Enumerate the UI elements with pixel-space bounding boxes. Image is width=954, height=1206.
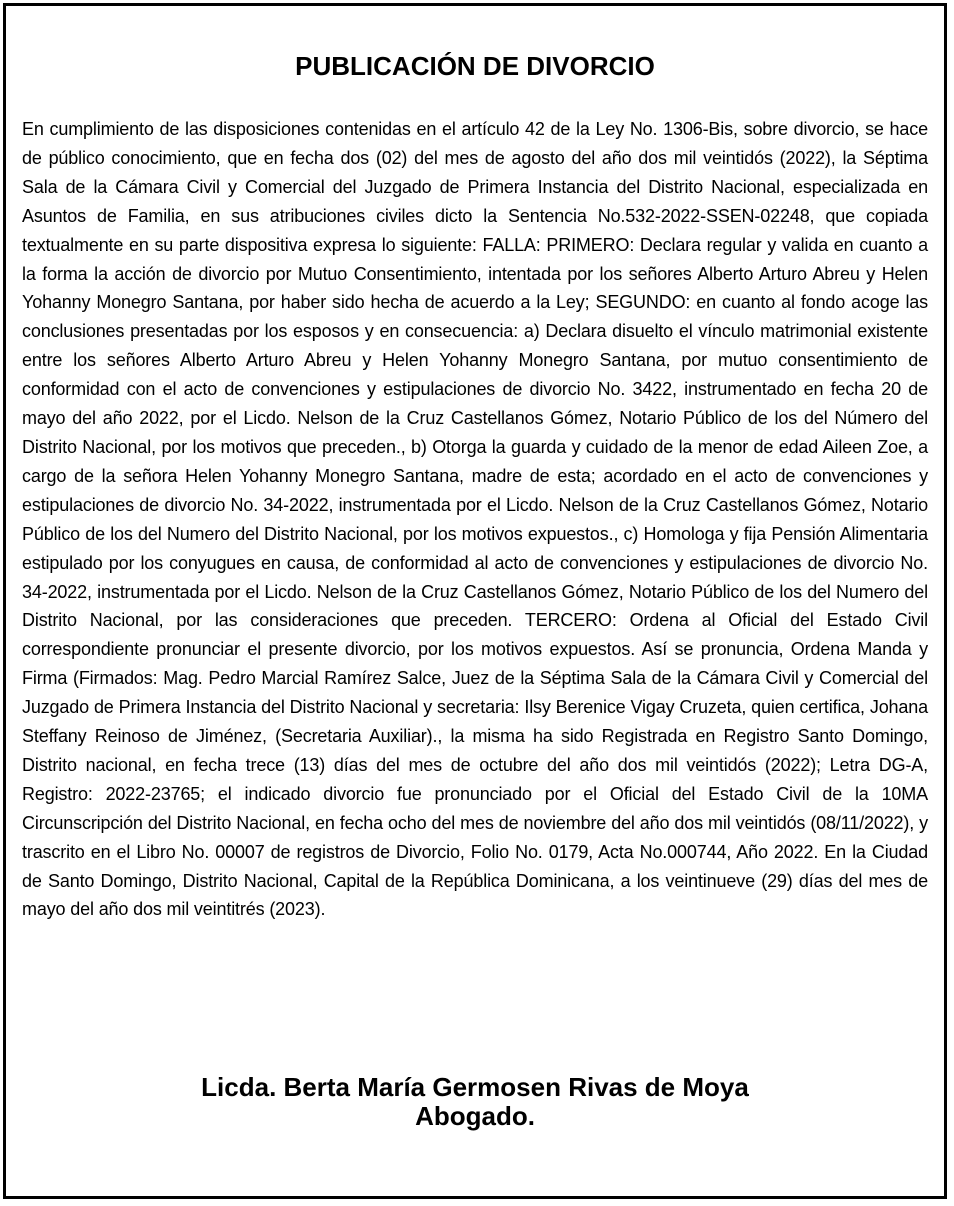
signer-name: Licda. Berta María Germosen Rivas de Moya xyxy=(201,1072,749,1102)
notice-body: En cumplimiento de las disposiciones contenidas en el artículo 42 de la Ley No. 1306-Bis, sobre divorcio, se hace de público conocimiento, que en fecha dos (02) del mes de agosto del año dos mil veintidós (2022), la Séptima Sala de la Cámara Civil y Comercial del Juzgado de Primera Instancia del Distrito Nacional, especializada en Asuntos de Familia, en sus atribuciones civiles dicto la Sentencia No.532-2022-SSEN-02248, que copiada textualmente en su parte dispositiva expresa lo siguiente: FALLA: PRIMERO: Declara regular y valida en cuanto a la forma la acción de divorcio por Mutuo Consentimiento, intentada por los señores Alberto Arturo Abreu y Helen Yohanny Monegro Santana, por haber sido hecha de acuerdo a la Ley; SEGUNDO: en cuanto al fondo acoge las conclusiones presentadas por los esposos y en consecuencia: a) Declara disuelto el vínculo matrimonial existente entre los señores Alberto Arturo Abreu y Helen Yohanny Monegro Santana, por mutuo consentimiento de conformidad con el acto de convenciones y estipulaciones de divorcio No. 3422, instrumentado en fecha 20 de mayo del año 2022, por el Licdo. Nelson de la Cruz Castellanos Gómez, Notario Público de los del Número del Distrito Nacional, por los motivos que preceden., b) Otorga la guarda y cuidado de la menor de edad Aileen Zoe, a cargo de la señora Helen Yohanny Monegro Santana, madre de esta; acordado en el acto de convenciones y estipulaciones de divorcio No. 34-2022, instrumentada por el Licdo. Nelson de la Cruz Castellanos Gómez, Notario Público de los del Numero del Distrito Nacional, por los motivos expuestos., c) Homologa y fija Pensión Alimentaria estipulado por los conyugues en causa, de conformidad al acto de convenciones y estipulaciones de divorcio No. 34-2022, instrumentada por el Licdo. Nelson de la Cruz Castellanos Gómez, Notario Público de los del Numero del Distrito Nacional, por las consideraciones que preceden. TERCERO: Ordena al Oficial del Estado Civil correspondiente pronunciar el presente divorcio, por los motivos expuestos. Así se pronuncia, Ordena Manda y Firma (Firmados: Mag. Pedro Marcial Ramírez Salce, Juez de la Séptima Sala de la Cámara Civil y Comercial del Juzgado de Primera Instancia del Distrito Nacional y secretaria: Ilsy Berenice Vigay Cruzeta, quien certifica, Johana Steffany Reinoso de Jiménez, (Secretaria Auxiliar)., la misma ha sido Registrada en Registro Santo Domingo, Distrito nacional, en fecha trece (13) días del mes de octubre del año dos mil veintidós (2022); Letra DG-A, Registro: 2022-23765; el indicado divorcio fue pronunciado por el Oficial del Estado Civil de la 10MA Circunscripción del Distrito Nacional, en fecha ocho del mes de noviembre del año dos mil veintidós (08/11/2022), y trascrito en el Libro No. 00007 de registros de Divorcio, Folio No. 0179, Acta No.000744, Año 2022. En la Ciudad de Santo Domingo, Distrito Nacional, Capital de la República Dominicana, a los veintinueve (29) días del mes de mayo del año dos mil veintitrés (2023). xyxy=(22,119,928,920)
notice-frame xyxy=(3,3,947,1199)
notice-title: PUBLICACIÓN DE DIVORCIO xyxy=(295,51,655,81)
signature-block xyxy=(6,1073,944,1131)
signer-role: Abogado. xyxy=(415,1101,535,1131)
